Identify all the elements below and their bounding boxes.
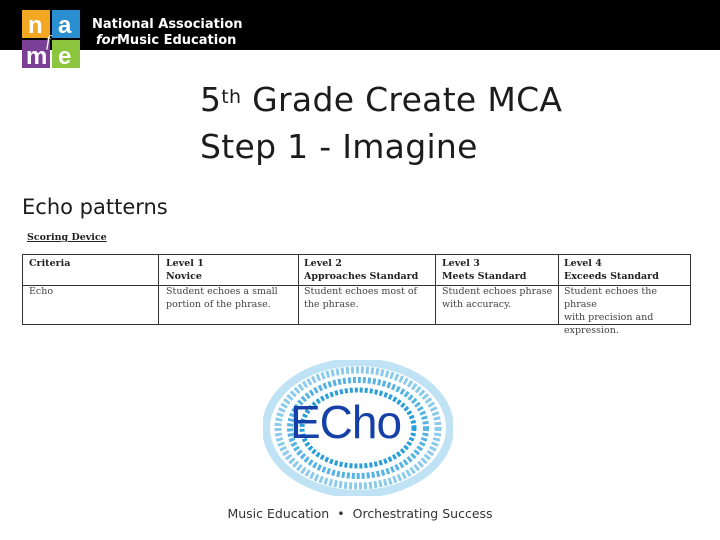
header-cell-level3 xyxy=(442,257,526,283)
header-cell-level2 xyxy=(304,257,418,283)
header-cell-level4 xyxy=(564,257,659,283)
cell-line: expression. xyxy=(564,325,619,336)
cell-criteria-echo xyxy=(29,285,53,298)
cell-line: portion of the phrase. xyxy=(166,299,271,310)
header-cell-criteria xyxy=(29,257,70,270)
cell-line: Student echoes the phrase xyxy=(564,286,657,310)
svg-text:m: m xyxy=(26,43,48,68)
title-superscript: th xyxy=(221,86,242,108)
svg-text:a: a xyxy=(58,12,72,39)
header-line: Approaches Standard xyxy=(304,271,419,282)
footer-right: Orchestrating Success xyxy=(352,506,493,521)
org-name-line1: National Association xyxy=(92,17,243,32)
org-name-line2 xyxy=(92,33,243,49)
title-number: 5 xyxy=(200,80,222,119)
header-cell-level1 xyxy=(166,257,204,283)
org-name-rest: Music Education xyxy=(117,33,237,48)
header-line: Meets Standard xyxy=(442,271,527,282)
header-line: Level 4 xyxy=(564,258,602,269)
footer-separator: • xyxy=(337,506,345,521)
slide-subtitle: Echo patterns xyxy=(22,195,168,219)
footer xyxy=(0,506,720,521)
header-line: Novice xyxy=(166,271,202,282)
cell-level3 xyxy=(442,285,552,311)
title-line2: Step 1 - Imagine xyxy=(200,127,478,166)
header-line: Level 1 xyxy=(166,258,204,269)
header-line: Level 3 xyxy=(442,258,480,269)
footer-left: Music Education xyxy=(227,506,330,521)
cell-line: the phrase. xyxy=(304,299,359,310)
header-line: Criteria xyxy=(29,258,71,269)
title-line1 xyxy=(200,76,562,123)
svg-text:f: f xyxy=(46,33,51,50)
org-name-for: for xyxy=(96,33,117,48)
cell-line: with accuracy. xyxy=(442,299,512,310)
header-line: Exceeds Standard xyxy=(564,271,659,282)
svg-text:e: e xyxy=(58,43,72,68)
org-name xyxy=(92,17,243,49)
title-rest: Grade Create MCA xyxy=(241,80,563,119)
slide-title xyxy=(200,76,562,170)
cell-level2 xyxy=(304,285,417,311)
svg-text:n: n xyxy=(28,12,43,39)
cell-line: Student echoes most of xyxy=(304,286,418,297)
cell-line: with precision and xyxy=(564,312,654,323)
cell-level1 xyxy=(166,285,278,311)
cell-line: Student echoes a small xyxy=(166,286,278,297)
column-divider xyxy=(298,255,299,324)
column-divider xyxy=(435,255,436,324)
header-line: Level 2 xyxy=(304,258,342,269)
cell-line: Student echoes phrase xyxy=(442,286,553,297)
scoring-label: Scoring Device xyxy=(27,232,107,243)
column-divider xyxy=(558,255,559,324)
column-divider xyxy=(158,255,159,324)
cell-line: Echo xyxy=(29,286,54,297)
cell-level4 xyxy=(564,285,690,337)
nafme-logo xyxy=(20,8,82,68)
echo-image-text: ECho xyxy=(290,396,402,448)
scoring-table xyxy=(22,254,691,336)
